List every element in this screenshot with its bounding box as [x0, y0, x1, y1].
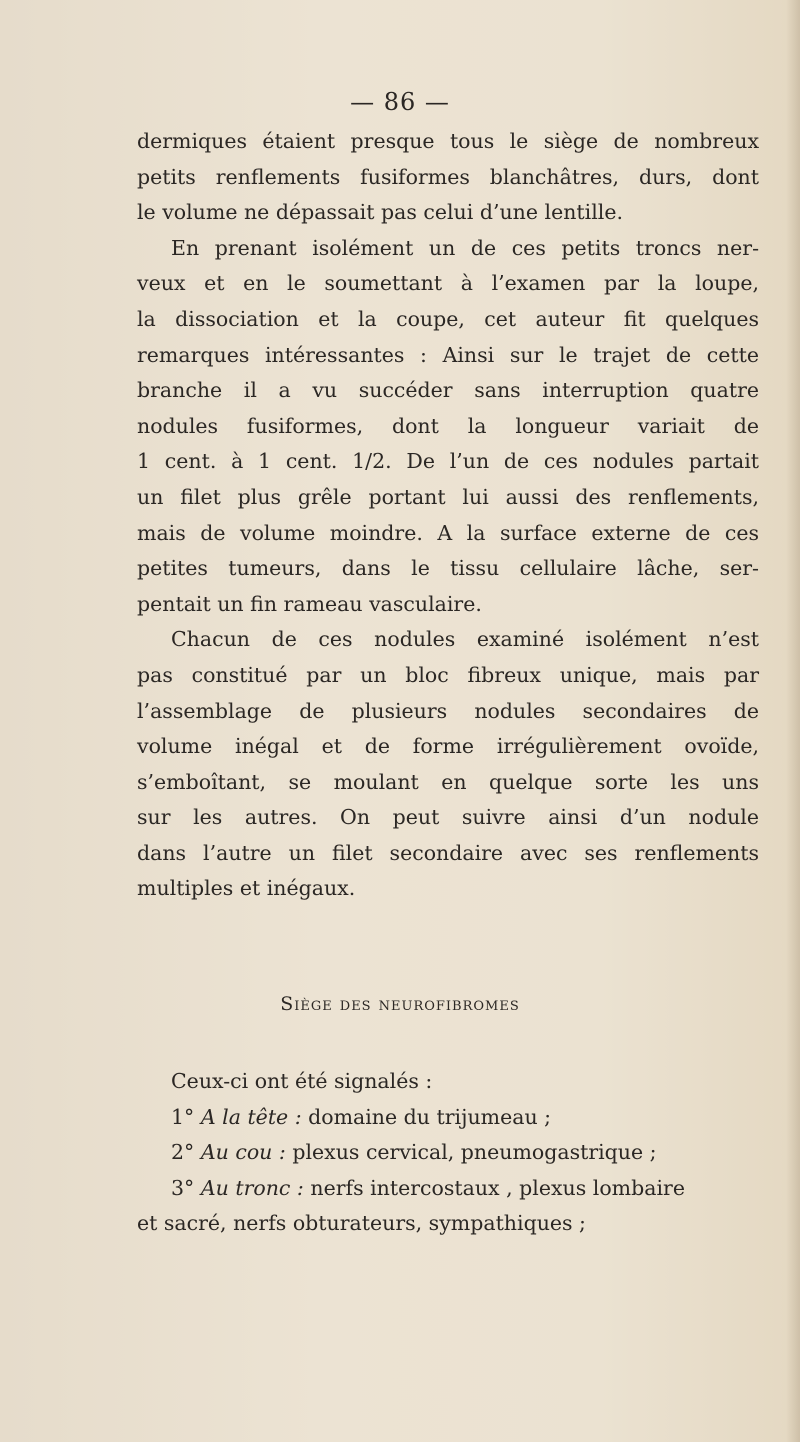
- list-item-number: 1°: [171, 1104, 195, 1129]
- paragraph: [137, 231, 759, 623]
- text-line: dans l’autre un filet secondaire avec ses renflements: [137, 840, 759, 865]
- list-item-label: Au cou :: [200, 1140, 286, 1165]
- list-item-text: domaine du trijumeau ;: [301, 1104, 552, 1129]
- text-line: Chacun de ces nodules examiné isolément n’est: [171, 627, 759, 652]
- text-line: nodules fusiformes, dont la longueur variait de: [137, 413, 759, 438]
- section-heading-text: Siège des neurofibromes: [280, 993, 520, 1015]
- list-item-text: plexus cervical, pneumogastrique ;: [285, 1140, 657, 1165]
- text-line: l’assemblage de plusieurs nodules secondaires de: [137, 698, 759, 723]
- text-line: 1 cent. à 1 cent. 1/2. De l’un de ces nodules partait: [137, 449, 759, 474]
- text-line: la dissociation et la coupe, cet auteur fit quelques: [137, 306, 759, 331]
- text-line: dermiques étaient presque tous le siège de nombreux: [137, 129, 759, 153]
- text-line: En prenant isolément un de ces petits troncs ner-: [171, 235, 759, 260]
- text-line: volume inégal et de forme irrégulièrement ovoïde,: [137, 734, 759, 759]
- list-intro: Ceux-ci ont été signalés :: [171, 1069, 433, 1093]
- site-list: [137, 1064, 759, 1242]
- text-line: sur les autres. On peut suivre ainsi d’un nodule: [137, 805, 759, 830]
- list-item-number: 2°: [171, 1140, 195, 1165]
- text-line: pas constitué par un bloc fibreux unique, mais par: [137, 662, 759, 687]
- list-continuation: et sacré, nerfs obturateurs, sympathiques ;: [137, 1211, 586, 1236]
- text-line: le volume ne dépassait pas celui d’une lentille.: [137, 200, 623, 225]
- text-line: petits renflements fusiformes blanchâtres, durs, dont: [137, 164, 759, 189]
- list-item-text: nerfs intercostaux , plexus lombaire: [303, 1175, 685, 1200]
- page-number: — 86 —: [350, 88, 450, 116]
- list-item: [137, 1171, 759, 1207]
- paragraph: [137, 622, 759, 907]
- text-line: pentait un fin rameau vasculaire.: [137, 591, 482, 616]
- list-item-label: A la tête :: [200, 1104, 302, 1129]
- list-item-number: 3°: [171, 1175, 195, 1200]
- paragraph-continuation: [137, 124, 759, 231]
- text-line: remarques intéressantes : Ainsi sur le trajet de cette: [137, 342, 759, 367]
- page-edge-shadow: [786, 0, 800, 1442]
- text-line: s’emboîtant, se moulant en quelque sorte les uns: [137, 769, 759, 794]
- text-line: veux et en le soumettant à l’examen par la loupe,: [137, 271, 759, 296]
- list-item: [137, 1135, 759, 1171]
- list-item-label: Au tronc :: [200, 1175, 304, 1200]
- text-line: petites tumeurs, dans le tissu cellulaire lâche, ser-: [137, 556, 759, 581]
- text-line: multiples et inégaux.: [137, 876, 356, 901]
- text-line: un filet plus grêle portant lui aussi des renflements,: [137, 484, 759, 509]
- list-item: [137, 1100, 759, 1136]
- text-line: branche il a vu succéder sans interruption quatre: [137, 378, 759, 403]
- text-line: mais de volume moindre. A la surface externe de ces: [137, 520, 759, 545]
- section-heading: [0, 993, 800, 1015]
- body-text: [137, 124, 759, 907]
